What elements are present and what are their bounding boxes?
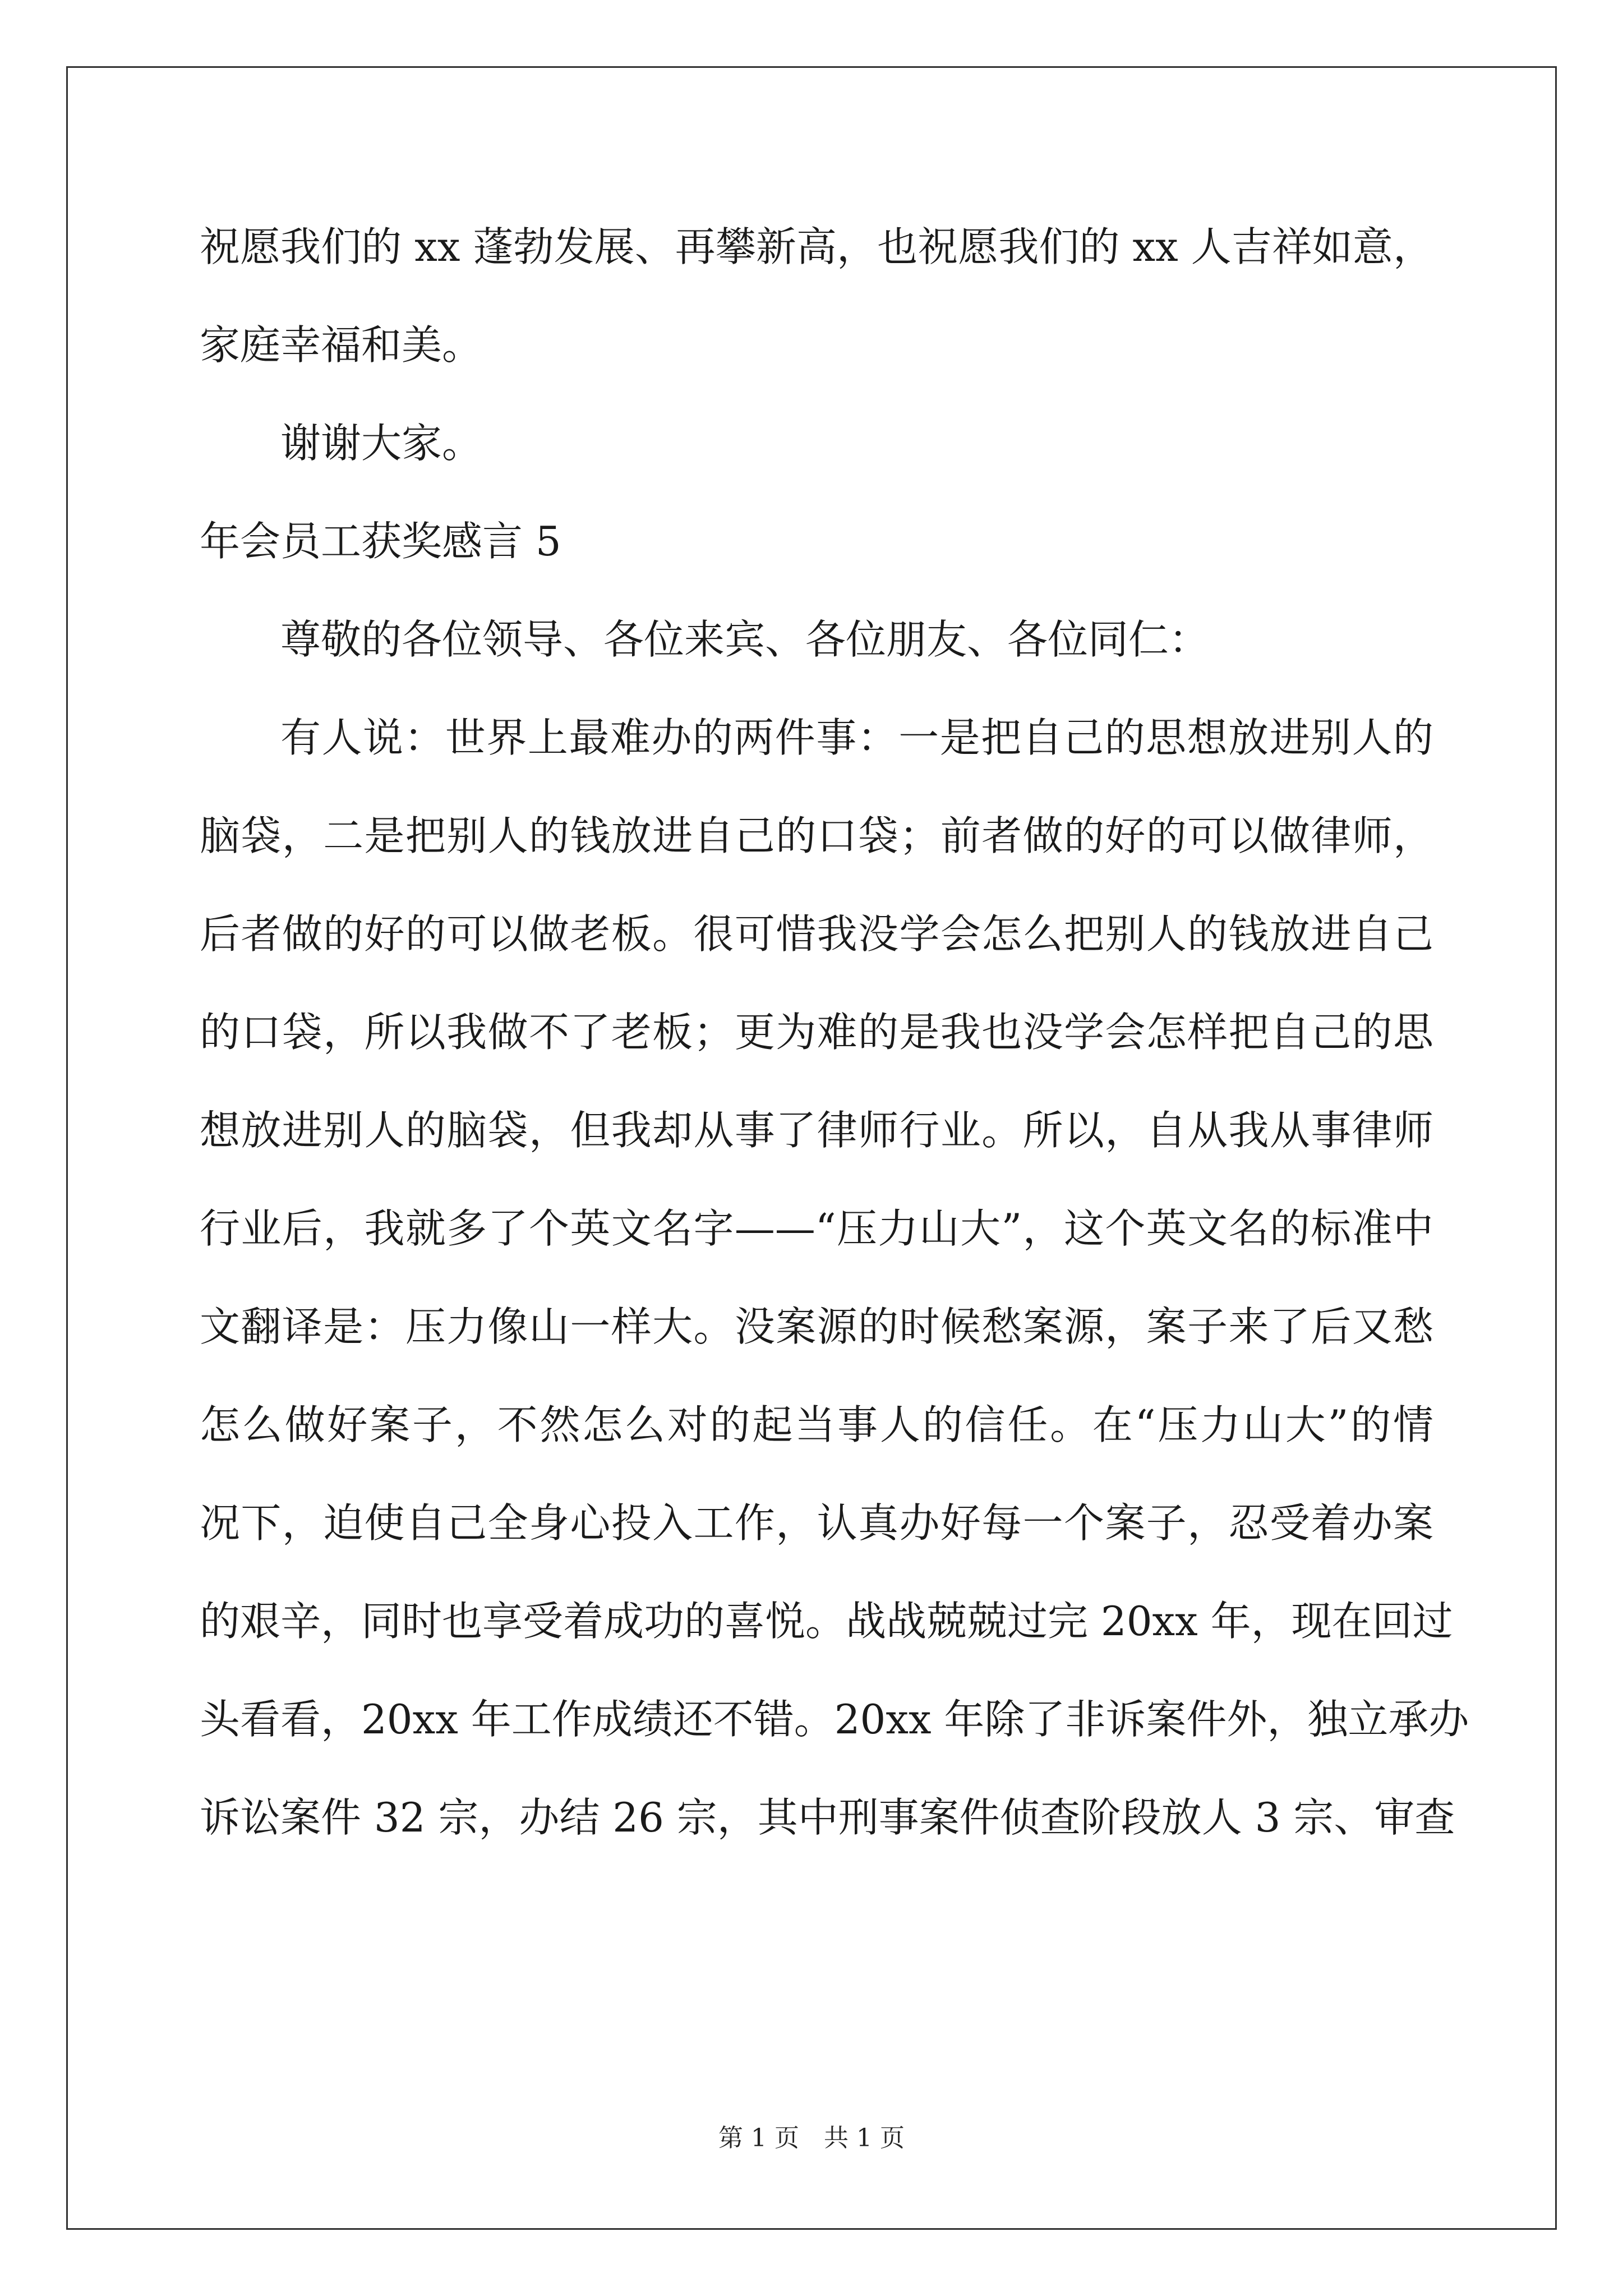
paragraph-line: 祝愿我们的 xx 蓬勃发展、再攀新高，也祝愿我们的 xx 人吉祥如意， [200,223,1433,270]
section-heading: 年会员工获奖感言 5 [200,518,561,565]
paragraph-line: 有人说：世界上最难办的两件事：一是把自己的思想放进别人的 [280,714,1433,761]
paragraph-line: 家庭幸福和美。 [200,321,483,369]
paragraph-line: 想放进别人的脑袋，但我却从事了律师行业。所以，自从我从事律师 [200,1107,1433,1154]
paragraph-line: 后者做的好的可以做老板。很可惜我没学会怎么把别人的钱放进自己 [200,910,1433,958]
paragraph-line: 脑袋，二是把别人的钱放进自己的口袋；前者做的好的可以做律师， [200,812,1433,859]
paragraph-line: 况下，迫使自己全身心投入工作，认真办好每一个案子，忍受着办案 [200,1499,1433,1547]
salutation-line: 尊敬的各位领导、各位来宾、各位朋友、各位同仁： [280,616,1210,663]
page-number-footer: 第 1 页 共 1 页 [718,2124,905,2152]
paragraph-line: 头看看，20xx 年工作成绩还不错。20xx 年除了非诉案件外，独立承办 [200,1696,1469,1743]
paragraph-line: 的口袋，所以我做不了老板；更为难的是我也没学会怎样把自己的思 [200,1009,1433,1056]
paragraph-line: 的艰辛，同时也享受着成功的喜悦。战战兢兢过完 20xx 年，现在回过 [200,1598,1453,1645]
paragraph-line: 怎么做好案子，不然怎么对的起当事人的信任。在“压力山大”的情 [200,1401,1433,1448]
paragraph-line: 行业后，我就多了个英文名字——“压力山大”，这个英文名的标准中 [200,1205,1433,1252]
paragraph-line: 文翻译是：压力像山一样大。没案源的时候愁案源，案子来了后又愁 [200,1303,1433,1350]
paragraph-line: 谢谢大家。 [280,420,483,467]
paragraph-line: 诉讼案件 32 宗，办结 26 宗，其中刑事案件侦查阶段放人 3 宗、审查 [200,1794,1455,1841]
